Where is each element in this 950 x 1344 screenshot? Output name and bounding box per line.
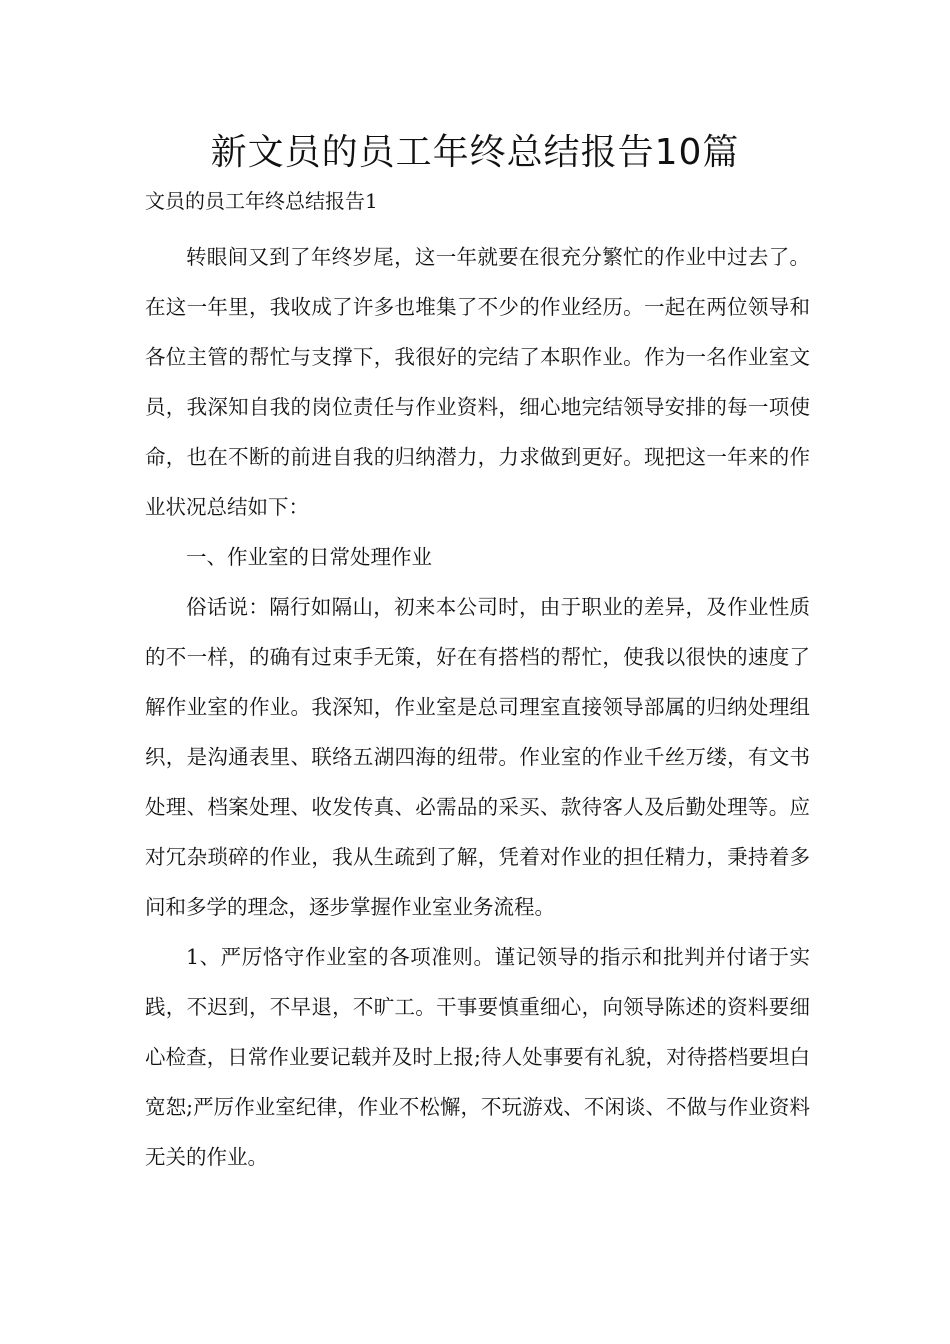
paragraph-rules: 1、严厉恪守作业室的各项准则。谨记领导的指示和批判并付诸于实践，不迟到，不早退，不旷工。干事要慎重细心，向领导陈述的资料要细心检查，日常作业要记载并及时上报;待人处事要有礼貌，对待搭档要坦白宽恕;严厉作业室纪律，作业不松懈，不玩游戏、不闲谈、不做与作业资料无关的作业。 [145, 945, 810, 1169]
document-subtitle: 文员的员工年终总结报告1 [145, 189, 378, 213]
section-heading-daily-management: 一、作业室的日常处理作业 [186, 545, 432, 569]
paragraph-intro: 转眼间又到了年终岁尾，这一年就要在很充分繁忙的作业中过去了。在这一年里，我收成了许多也堆集了不少的作业经历。一起在两位领导和各位主管的帮忙与支撑下，我很好的完结了本职作业。作为一名作业室文员，我深知自我的岗位责任与作业资料，细心地完结领导安排的每一项使命，也在不断的前进自我的归纳潜力，力求做到更好。现把这一年来的作业状况总结如下： [145, 245, 810, 519]
document-title: 新文员的员工年终总结报告10篇 [210, 132, 740, 173]
paragraph-daily-management: 俗话说：隔行如隔山，初来本公司时，由于职业的差异，及作业性质的不一样，的确有过束手无策，好在有搭档的帮忙，使我以很快的速度了解作业室的作业。我深知，作业室是总司理室直接领导部属的归纳处理组织，是沟通表里、联络五湖四海的纽带。作业室的作业千丝万缕，有文书处理、档案处理、收发传真、必需品的采买、款待客人及后勤处理等。应对冗杂琐碎的作业，我从生疏到了解，凭着对作业的担任精力，秉持着多问和多学的理念，逐步掌握作业室业务流程。 [145, 595, 810, 919]
document-body [145, 232, 810, 1182]
